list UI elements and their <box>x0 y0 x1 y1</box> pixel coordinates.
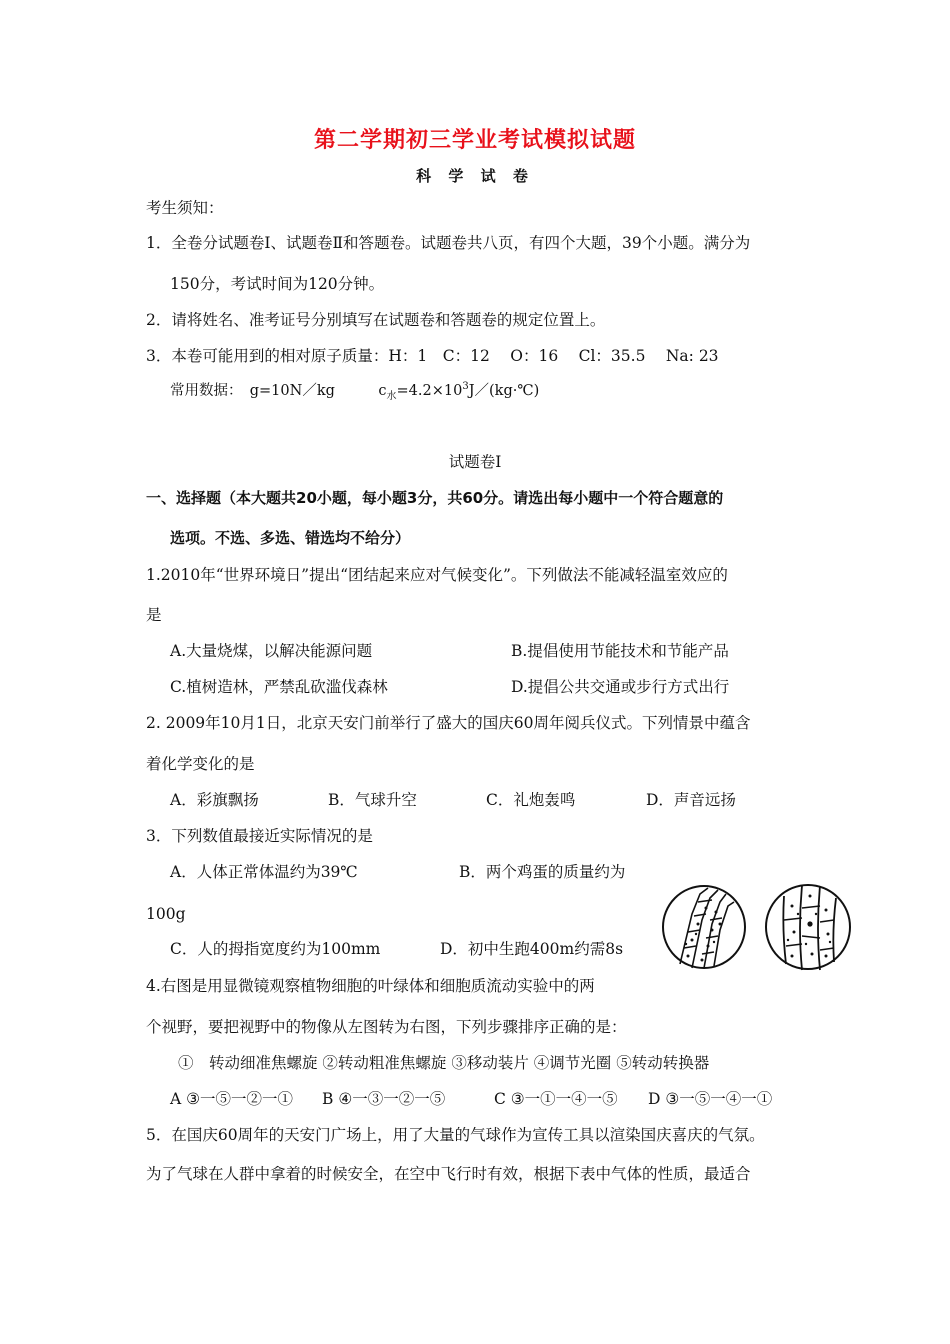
q1-option-d: D.提倡公共交通或步行方式出行 <box>511 678 730 696</box>
constants-label: 常用数据： g=10N／kg c <box>170 383 387 399</box>
q3-option-c: C．人的拇指宽度约为100mm <box>170 940 381 958</box>
section-label: 试题卷Ⅰ <box>448 453 502 471</box>
constants-end: J／(kg·℃) <box>468 383 540 399</box>
q4-stem: 4.右图是用显微镜观察植物细胞的叶绿体和细胞质流动实验中的两 <box>146 977 595 995</box>
section1-heading: 一、选择题（本大题共20小题，每小题3分，共60分。请选出每小题中一个符合题意的 <box>146 489 724 507</box>
q4-option-b: B ④一③一②一⑤ <box>322 1090 446 1108</box>
notice-item-1: 1．全卷分试题卷Ⅰ、试题卷Ⅱ和答题卷。试题卷共八页，有四个大题，39个小题。满分为 <box>146 234 751 252</box>
notice-item-2: 2．请将姓名、准考证号分别填写在试题卷和答题卷的规定位置上。 <box>146 311 606 329</box>
constants-sup: 3 <box>462 381 469 393</box>
q3-option-a: A．人体正常体温约为39℃ <box>170 863 358 881</box>
q2-option-b: B．气球升空 <box>328 791 417 809</box>
q5-stem-cont: 为了气球在人群中拿着的时候安全，在空中飞行时有效，根据下表中气体的性质，最适合 <box>146 1165 751 1183</box>
q2-stem-cont: 着化学变化的是 <box>146 755 255 773</box>
q2-option-d: D．声音远扬 <box>646 791 736 809</box>
q4-steps: ① 转动细准焦螺旋 ②转动粗准焦螺旋 ③移动装片 ④调节光圈 ⑤转动转换器 <box>178 1054 710 1072</box>
exam-title: 第二学期初三学业考试模拟试题 <box>313 128 636 153</box>
notice-item-1-cont: 150分，考试时间为120分钟。 <box>170 275 385 293</box>
q4-stem-cont: 个视野，要把视野中的物像从左图转为右图，下列步骤排序正确的是： <box>146 1018 627 1036</box>
constants-mid: =4.2×10 <box>396 383 463 399</box>
q2-option-a: A．彩旗飘扬 <box>170 791 259 809</box>
q3-option-b: B．两个鸡蛋的质量约为 <box>459 863 626 881</box>
section1-heading-cont: 选项。不选、多选、错选均不给分） <box>170 529 411 547</box>
q5-stem: 5．在国庆60周年的天安门广场上，用了大量的气球作为宣传工具以渲染国庆喜庆的气氛。 <box>146 1126 765 1144</box>
q4-option-d: D ③一⑤一④一① <box>648 1090 773 1108</box>
q4-option-c: C ③一①一④一⑤ <box>494 1090 618 1108</box>
q3-option-d: D．初中生跑400m约需8s <box>440 940 624 958</box>
left-field-view <box>663 886 745 968</box>
notice-heading: 考生须知： <box>146 199 224 217</box>
q1-option-b: B.提倡使用节能技术和节能产品 <box>511 642 729 660</box>
q1-stem-cont: 是 <box>146 606 162 624</box>
q3-stem: 3．下列数值最接近实际情况的是 <box>146 827 373 845</box>
microscope-figure <box>662 884 856 974</box>
q1-option-c: C.植树造林，严禁乱砍滥伐森林 <box>170 678 388 696</box>
exam-subtitle: 科 学 试 卷 <box>416 167 534 185</box>
notice-constants <box>170 381 539 401</box>
q3-option-b-cont: 100g <box>146 905 186 923</box>
q1-stem: 1.2010年“世界环境日”提出“团结起来应对气候变化”。下列做法不能减轻温室效应的 <box>146 566 728 584</box>
q1-option-a: A.大量烧煤，以解决能源问题 <box>170 642 373 660</box>
constants-sub: 水 <box>386 390 397 402</box>
q4-option-a: A ③一⑤一②一① <box>170 1090 294 1108</box>
q2-option-c: C．礼炮轰鸣 <box>486 791 576 809</box>
q2-stem: 2. 2009年10月1日，北京天安门前举行了盛大的国庆60周年阅兵仪式。下列情景中蕴含 <box>146 714 751 732</box>
notice-item-3: 3．本卷可能用到的相对原子质量：H：1 C：12 O：16 Cl：35.5 Na: 23 <box>146 347 719 365</box>
right-field-view <box>766 885 850 970</box>
